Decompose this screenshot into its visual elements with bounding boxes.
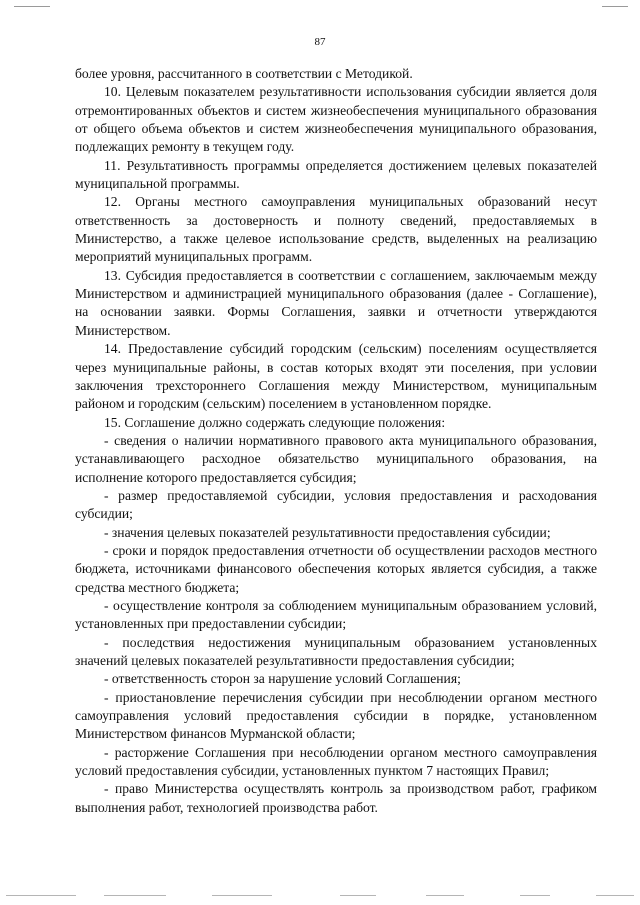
list-item: - значения целевых показателей результативности предоставления субсидии; — [104, 524, 551, 540]
scan-edge-lines-bottom — [0, 895, 640, 899]
list-item: - приостановление перечисления субсидии при несоблюдении органом местного самоуправления условий предоставления субсидии в порядке, установленном Министерством финансов Мурманской области; — [75, 689, 597, 742]
list-item: - право Министерства осуществлять контроль за производством работ, графиком выполнения работ, технологией производства работ. — [75, 781, 597, 815]
list-item: - размер предоставляемой субсидии, условия предоставления и расходования субсидии; — [75, 487, 597, 522]
paragraph-11: 11. Результативность программы определяется достижением целевых показателей муниципальной программы. — [75, 157, 597, 192]
list-item: - сроки и порядок предоставления отчетности об осуществлении расходов местного бюджета, источниками финансового обеспечения которых является субсидия, а также средства местного бюджета; — [75, 542, 597, 595]
paragraph-15: 15. Соглашение должно содержать следующие положения: — [104, 414, 446, 430]
paragraph-10: 10. Целевым показателем результативности использования субсидии является доля отремонтированных объектов и систем жизнеобеспечения муниципального образования от общего объема объектов и систем жизнеобеспечения муниципального образования, подлежащих ремонту в текущем году. — [75, 84, 597, 155]
scan-edge-line-left — [14, 6, 50, 7]
list-item: - осуществление контроля за соблюдением муниципальным образованием условий, установленных при предоставлении субсидии; — [75, 597, 597, 632]
document-body — [75, 65, 597, 817]
paragraph-13: 13. Субсидия предоставляется в соответствии с соглашением, заключаемым между Министерством и администрацией муниципального образования (далее - Соглашение), на основании заявки. Формы Соглашения, заявки и отчетности утверждаются Министерством. — [75, 267, 597, 338]
page-number: 87 — [314, 36, 326, 48]
paragraph-continuation: более уровня, рассчитанного в соответствии с Методикой. — [75, 66, 413, 81]
paragraph-12: 12. Органы местного самоуправления муниципальных образований несут ответственность за достоверность и полноту сведений, предоставляемых в Министерство, а также целевое использование средств, выделенных на реализацию мероприятий муниципальных программ. — [75, 194, 597, 265]
list-item: - последствия недостижения муниципальным образованием установленных значений целевых показателей результативности предоставления субсидии; — [75, 634, 597, 668]
list-item: - ответственность сторон за нарушение условий Соглашения; — [104, 671, 461, 687]
list-item: - сведения о наличии нормативного правового акта муниципального образования, устанавливающего расходное обязательство муниципального образования, на исполнение которого предоставляется субсидия; — [75, 432, 597, 485]
scan-edge-line-right — [602, 6, 628, 7]
paragraph-14: 14. Предоставление субсидий городским (сельским) поселениям осуществляется через муниципальные районы, в состав которых входят эти поселения, при условии заключения трехстороннего Соглашения между Министерством, муниципальным районом и городским (сельским) поселением в установленном порядке. — [75, 341, 597, 412]
list-item: - расторжение Соглашения при несоблюдении органом местного самоуправления условий предоставления субсидии, установленных пунктом 7 настоящих Правил; — [75, 744, 597, 779]
